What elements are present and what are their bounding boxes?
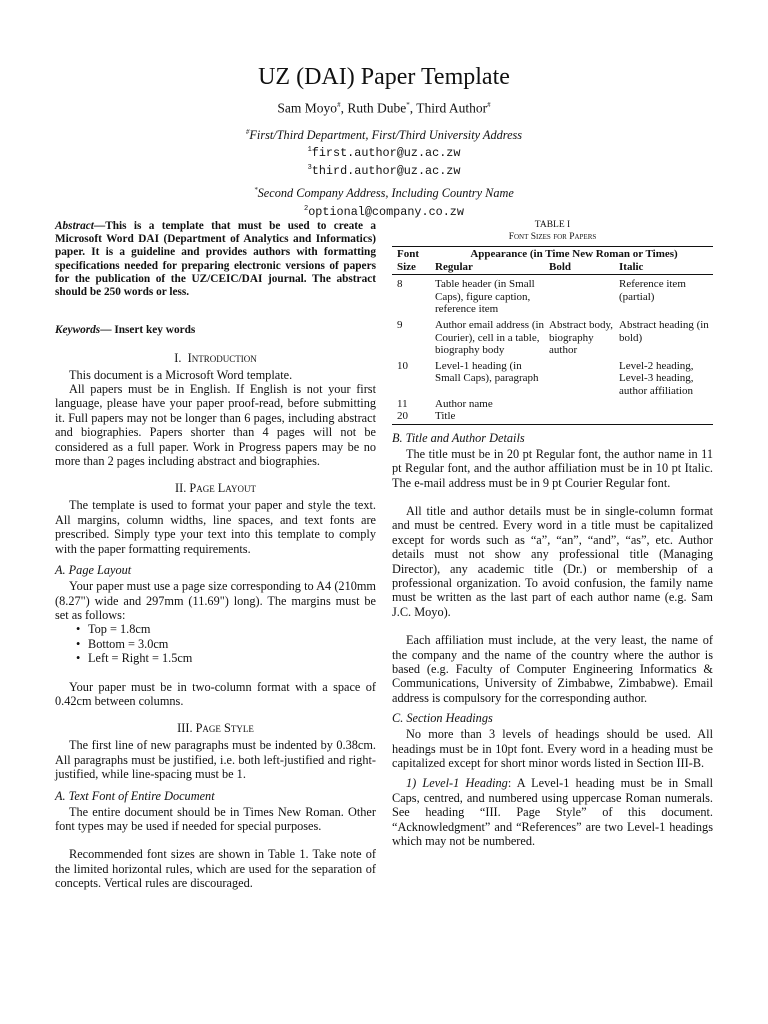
section-heading-page-layout: II. Page Layout <box>175 481 256 496</box>
table-header-size: Size <box>392 261 435 275</box>
table-header-italic: Italic <box>619 261 713 275</box>
table-row: 9 Author email address (in Courier), cell in a table, biography body Abstract body, biography author Abstract heading (in bold) <box>397 318 709 357</box>
table-row: 11 Author name <box>397 397 493 410</box>
affiliation-mark: * <box>254 186 258 195</box>
affiliation-1 <box>0 124 768 143</box>
author-separator: , <box>340 100 348 116</box>
list-item: • Bottom = 3.0cm <box>88 637 376 651</box>
paragraph: Recommended font sizes are shown in Table 1. Take note of the limited horizontal rules, which are used for the separation of concepts. Vertical rules are discouraged. <box>55 847 376 891</box>
email-mark: 1 <box>307 145 312 154</box>
paper-header <box>0 60 768 220</box>
abstract <box>55 220 376 299</box>
author-mark: # <box>337 101 341 109</box>
table-row: 20 Title <box>392 410 713 424</box>
section-heading-introduction: I. Introduction <box>174 350 257 365</box>
right-column <box>392 220 713 848</box>
author-separator: , <box>409 100 417 116</box>
paragraph: The first line of new paragraphs must be indented by 0.38cm. All paragraphs must be justified, i.e. both left-justified and right-justified, while line-spacing must be 1. <box>55 738 376 782</box>
paragraph: No more than 3 levels of headings should be used. All headings must be in 10pt font. Every word in a heading must be capitalized except for short minor words listed in Section III-B. <box>392 727 713 771</box>
table-subcaption: Font Sizes for Papers <box>508 231 597 242</box>
affiliation-2 <box>0 182 768 201</box>
keywords-dash: — <box>100 324 112 337</box>
affiliation-mark: # <box>245 127 250 136</box>
paragraph: The title must be in 20 pt Regular font, the author name in 11 pt Regular font, and the author affiliation must be in 10 pt Italic. The e-mail address must be in 9 pt Courier Regular font. <box>392 446 713 490</box>
author-name: Third Author <box>416 100 488 116</box>
paragraph: All papers must be in English. If English is not your first language, please have your paper proof-read, before submitting it. Full papers may not be longer than 6 pages, including abstract and biographies. Papers shorter than 4 pages will not be considered as a full paper. Work in Progress papers may be no more than 2 pages including abstract and biographies. <box>55 382 376 469</box>
subsection-heading: C. Section Headings <box>392 711 493 726</box>
table-row: 10 Level-1 heading (in Small Caps), paragraph Level-2 heading, Level-3 heading, author affiliation <box>397 359 694 397</box>
subsection-heading: A. Text Font of Entire Document <box>55 788 215 803</box>
email-2 <box>0 202 768 220</box>
paragraph: Your paper must be in two-column format with a space of 0.42cm between columns. <box>55 679 376 708</box>
email-text: third.author@uz.ac.zw <box>311 163 461 178</box>
paragraph: All title and author details must be in single-column format and must be centred. Every word in a title must be capitalized except for words such as “a”, “an”, “and”, “as”, etc. Author details must not show any professional title (Managing Director), any academic title (Dr.) or membership of a professional organization. To avoid confusion, the family name must be written as the last part of each author name (e.g. Sam J.C. Moyo). <box>392 503 713 619</box>
level1-heading-lead: 1) Level-1 Heading <box>406 776 508 791</box>
paragraph <box>392 776 713 848</box>
paragraph: The template is used to format your paper and style the text. All margins, column widths, line spaces, and text fonts are prescribed. Simply type your text into this template to comply with the paper formatting requirements. <box>55 498 376 556</box>
author-name: Sam Moyo <box>277 100 338 116</box>
font-size-table <box>392 246 713 425</box>
level1-heading-text: : A Level-1 heading must be in Small Caps, centred, and numbered using uppercase Roman numerals. See heading “III. Page Style” of this document. “Acknowledgment” and “References” are two Level-1 headings which may not be numbered. <box>392 776 713 849</box>
email-text: optional@company.co.zw <box>308 204 464 219</box>
abstract-text: This is a template that must be used to create a Microsoft Word DAI (Department of Analytics and Informatics) paper. It is a guideline and provides authors with formatting specifications needed for preparing electronic versions of papers for the publication of the UZ/CEIC/DAI journal. The abstract should be 250 words or less. <box>55 220 376 299</box>
table-caption: TABLE I <box>534 220 571 230</box>
email-3 <box>0 161 768 179</box>
paragraph: Your paper must use a page size corresponding to A4 (210mm (8.27") wide and 297mm (11.69") long). The margins must be set as follows: <box>55 579 376 622</box>
table-header-appearance: Appearance (in Time New Roman or Times) <box>435 247 713 261</box>
author-line <box>0 96 768 118</box>
affiliation-text: First/Third Department, First/Third University Address <box>249 127 523 142</box>
list-item: • Top = 1.8cm <box>88 622 376 636</box>
email-mark: 3 <box>307 164 312 173</box>
abstract-lead: Abstract <box>55 220 94 232</box>
left-column <box>55 220 376 891</box>
author-name: Ruth Dube <box>347 100 407 116</box>
affiliation-text: Second Company Address, Including Country Name <box>257 186 514 201</box>
author-mark: # <box>487 101 491 109</box>
email-mark: 2 <box>304 204 309 213</box>
table-header-font: Font <box>392 247 435 261</box>
subsection-heading: A. Page Layout <box>55 563 132 578</box>
table-row: 8 Table header (in Small Caps), figure caption, reference item Reference item (partial) <box>397 278 686 316</box>
keywords <box>55 323 376 337</box>
margin-list <box>55 622 376 665</box>
paragraph: This document is a Microsoft Word template. <box>69 367 293 382</box>
paragraph: Each affiliation must include, at the very least, the name of the company and the name of the country where the author is based (e.g. Faculty of Computer Engineering Informatics & Communications, University of Zimbabwe, Zimbabwe). Email address is compulsory for the corresponding author. <box>392 633 713 705</box>
table-header-bold: Bold <box>549 261 619 275</box>
keywords-lead: Keywords <box>55 324 101 337</box>
paragraph: The entire document should be in Times New Roman. Other font types may be used if needed for special purposes. <box>55 804 376 833</box>
section-heading-page-style: III. Page Style <box>177 721 254 736</box>
abstract-dash: — <box>93 220 106 232</box>
email-1 <box>0 143 768 161</box>
table-header-regular: Regular <box>435 261 549 275</box>
author-mark: * <box>406 101 410 109</box>
list-item: • Left = Right = 1.5cm <box>88 651 376 665</box>
keywords-text: Insert key words <box>111 324 196 337</box>
subsection-heading: B. Title and Author Details <box>392 430 525 445</box>
paper-title: UZ (DAI) Paper Template <box>258 64 510 90</box>
email-text: first.author@uz.ac.zw <box>311 145 461 160</box>
